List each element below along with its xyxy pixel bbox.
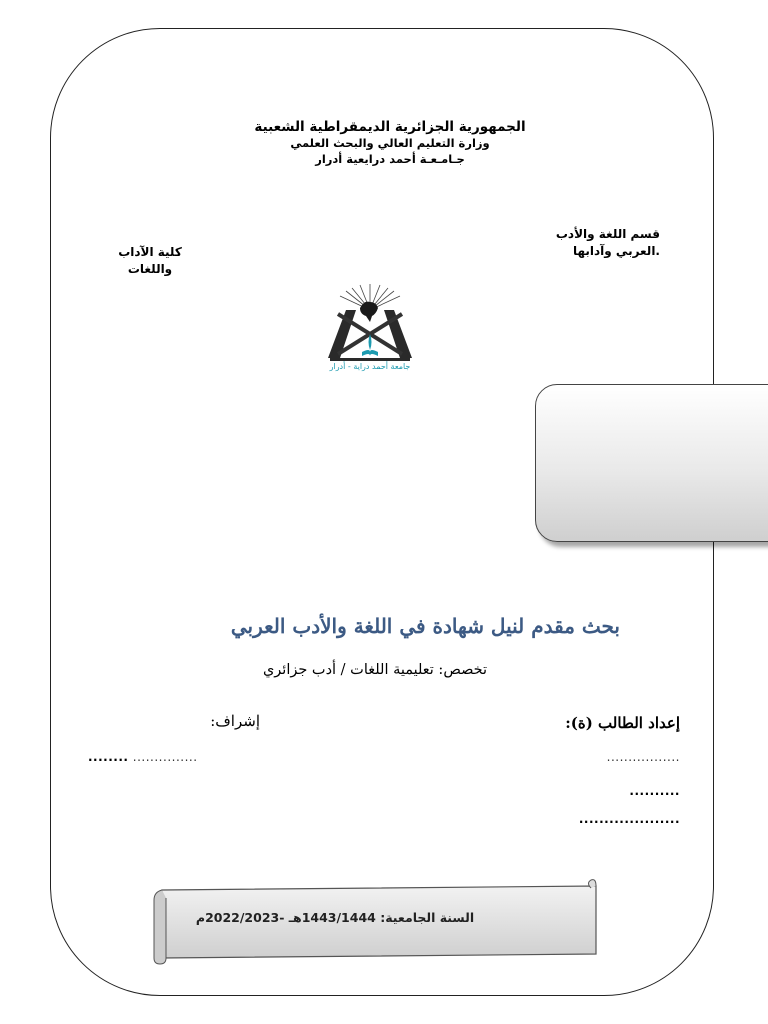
student-name-line2: .......... bbox=[629, 784, 680, 798]
university-name: جـامـعـة أحمد درايعية أدرار bbox=[315, 151, 465, 166]
supervisor-label: إشراف: bbox=[210, 712, 260, 730]
academic-year: السنة الجامعية: 1443/1444هـ -2022/2023م bbox=[195, 910, 475, 925]
student-label: إعداد الطالب (ة): bbox=[565, 714, 680, 732]
student-name-line3: .................... bbox=[578, 812, 680, 826]
supervisor-dots: ............... bbox=[132, 750, 198, 764]
logo-caption: جامعة أحمد دراية - أدرار bbox=[329, 362, 411, 371]
shaded-box bbox=[535, 384, 768, 542]
institution-header bbox=[200, 118, 580, 167]
republic-name: الجمهورية الجزائرية الديمقراطية الشعبية bbox=[254, 119, 526, 135]
specialization: تخصص: تعليمية اللغات / أدب جزائري bbox=[262, 662, 488, 678]
ministry-name: وزارة التعليم العالي والبحث العلمي bbox=[290, 136, 490, 151]
thesis-title: بحث مقدم لنيل شهادة في اللغة والأدب العربي bbox=[230, 614, 620, 638]
department-line2: .العربي وآدابها bbox=[572, 244, 660, 259]
supervisor-dots-bold: ........ bbox=[88, 750, 129, 764]
department-line1: قسم اللغة والأدب bbox=[555, 227, 660, 241]
supervisor-name-line bbox=[88, 750, 268, 764]
student-name-line1: ................. bbox=[606, 750, 680, 764]
faculty-line2: واللغات bbox=[127, 262, 173, 277]
faculty-label bbox=[90, 244, 210, 279]
department-label bbox=[490, 226, 660, 261]
faculty-line1: كلية الآداب bbox=[118, 245, 182, 259]
